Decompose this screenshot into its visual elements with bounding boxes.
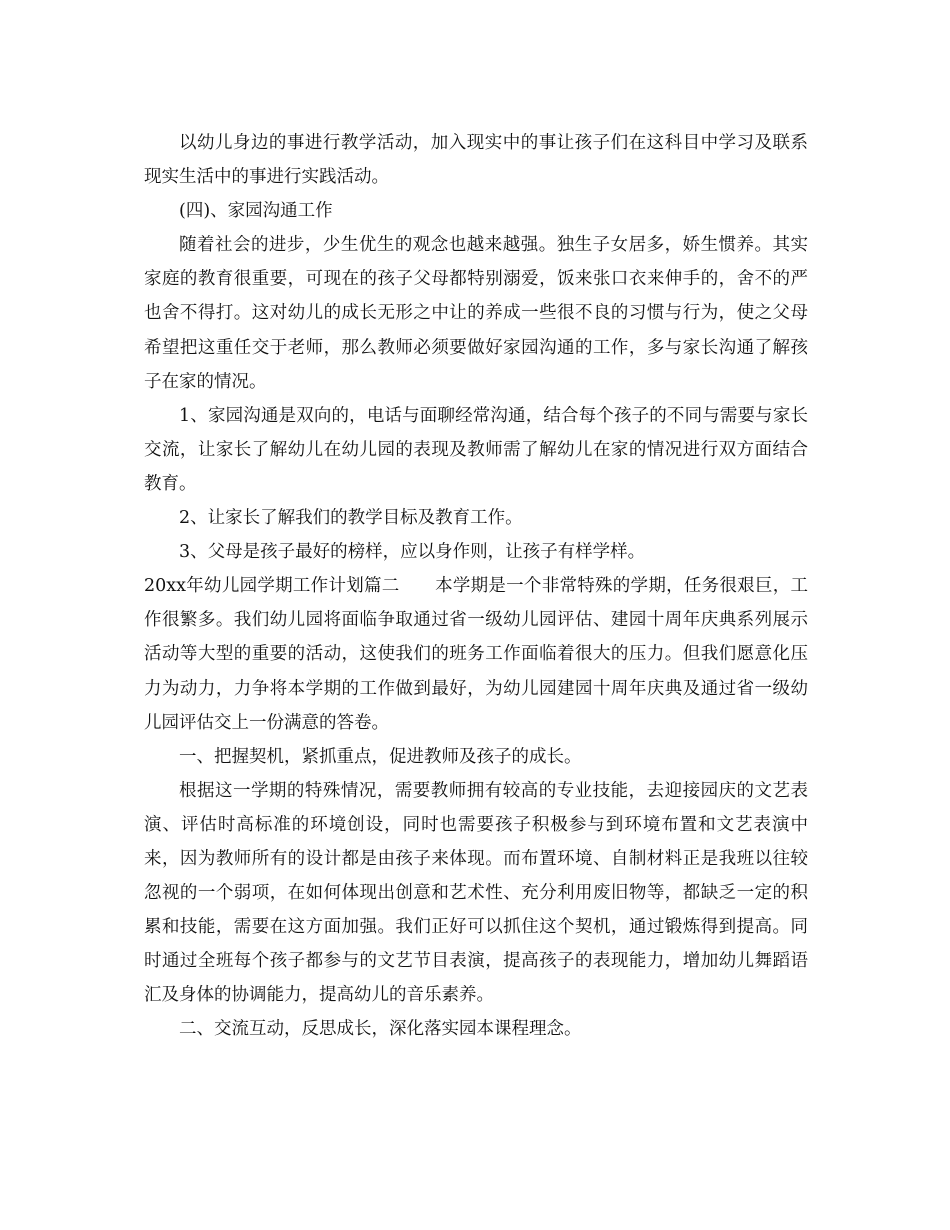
paragraph-plan-part-two: 20xx年幼儿园学期工作计划篇二 本学期是一个非常特殊的学期，任务很艰巨，工作很繁多。我们幼儿园将面临争取通过省一级幼儿园评估、建园十周年庆典系列展示活动等大型的重要的活动，这使我们的班务工作面临着很大的压力。但我们愿意化压力为动力，力争将本学期的工作做到最好，为幼儿园建园十周年庆典及通过省一级幼儿园评估交上一份满意的答卷。 [144, 576, 808, 733]
heading-communication-reflection: 二、交流互动，反思成长，深化落实园本课程理念。 [179, 1019, 582, 1040]
paragraph-teaching-activities: 以幼儿身边的事进行教学活动，加入现实中的事让孩子们在这科目中学习及联系现实生活中的事进行实践活动。 [144, 133, 808, 188]
paragraph-special-situation: 根据这一学期的特殊情况，需要教师拥有较高的专业技能，去迎接园庆的文艺表演、评估时高标准的环境创设，同时也需要孩子积极参与到环境布置和文艺表演中来，因为教师所有的设计都是由孩子来体现。而布置环境、自制材料正是我班以往较忽视的一个弱项，在如何体现出创意和艺术性、充分利用废旧物等，都缺乏一定的积累和技能，需要在这方面加强。我们正好可以抓住这个契机，通过锻炼得到提高。同时通过全班每个孩子都参与的文艺节目表演，提高孩子的表现能力，增加幼儿舞蹈语汇及身体的协调能力，提高幼儿的音乐素养。 [144, 780, 808, 1006]
list-item-two-way-communication: 1、家园沟通是双向的，电话与面聊经常沟通，结合每个孩子的不同与需要与家长交流，让家长了解幼儿在幼儿园的表现及教师需了解幼儿在家的情况进行双方面结合教育。 [144, 405, 808, 494]
paragraph-social-progress: 随着社会的进步，少生优生的观念也越来越强。独生子女居多，娇生惯养。其实家庭的教育很重要，可现在的孩子父母都特别溺爱，饭来张口衣来伸手的，舍不的严也舍不得打。这对幼儿的成长无形之中让的养成一些很不良的习惯与行为，使之父母希望把这重任交于老师，那么教师必须要做好家园沟通的工作，多与家长沟通了解孩子在家的情况。 [144, 235, 808, 392]
list-item-parents-role-model: 3、父母是孩子最好的榜样，应以身作则，让孩子有样学样。 [179, 542, 646, 563]
heading-home-school-communication: (四)、家园沟通工作 [179, 201, 333, 222]
document-page [144, 126, 808, 1047]
heading-seize-opportunity: 一、把握契机，紧抓重点，促进教师及孩子的成长。 [179, 746, 582, 767]
list-item-teaching-goals: 2、让家长了解我们的教学目标及教育工作。 [179, 508, 523, 529]
